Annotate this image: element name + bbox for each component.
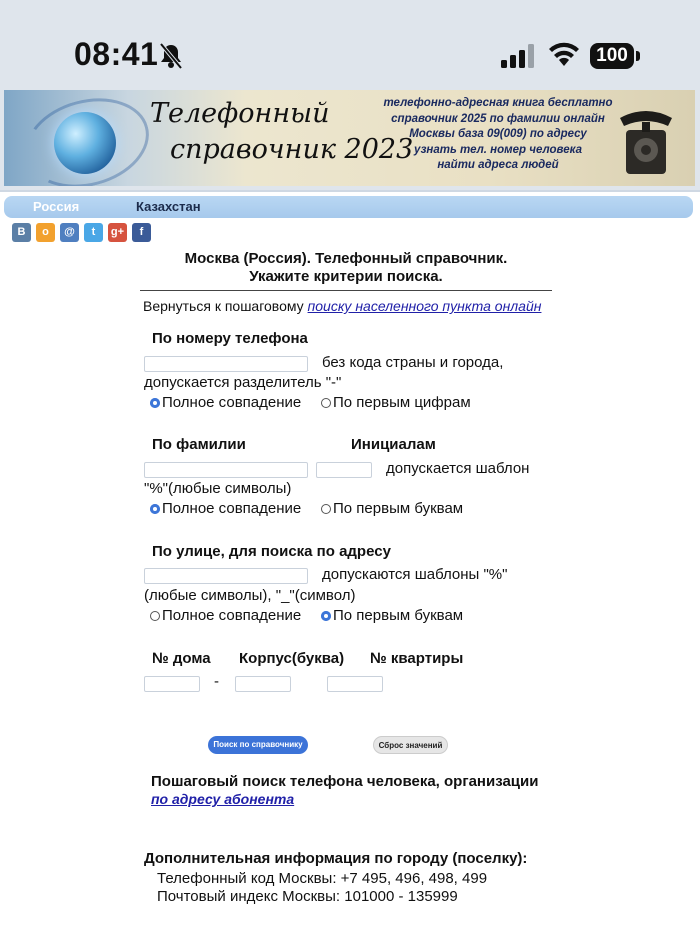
- street-radio-full[interactable]: Полное совпадение: [150, 607, 301, 624]
- street-hint-wildcards: (любые символы), "_"(символ): [144, 587, 356, 604]
- rotary-phone-icon: [616, 100, 676, 178]
- phone-radio-full[interactable]: Полное совпадение: [150, 394, 301, 411]
- address-search-link[interactable]: по адресу абонента: [151, 791, 295, 807]
- phone-hint-separator: допускается разделитель "-": [144, 374, 342, 391]
- bell-slash-icon: [158, 42, 184, 70]
- surname-radio-full[interactable]: Полное совпадение: [150, 500, 301, 517]
- street-hint: допускаются шаблоны "%": [322, 566, 508, 583]
- initials-label: Инициалам: [351, 436, 436, 453]
- radio-selected-icon: [321, 611, 331, 621]
- surname-hint-wildcard: "%"(любые символы): [144, 480, 292, 497]
- banner-description: телефонно-адресная книга бесплатно справочник 2025 по фамилии онлайн Москвы база 09(009) по адресу узнать тел. номер человека найти адреса людей: [383, 97, 613, 172]
- house-dash: -: [214, 673, 219, 690]
- apartment-label: № квартиры: [370, 650, 464, 667]
- surname-radio-first-letters[interactable]: По первым буквам: [321, 500, 463, 517]
- reset-button[interactable]: Сброс значений: [373, 736, 448, 754]
- phone-hint: без кода страны и города,: [322, 354, 504, 371]
- radio-selected-icon: [150, 504, 160, 514]
- additional-info-title: Дополнительная информация по городу (поселку):: [144, 850, 528, 867]
- surname-input[interactable]: [144, 462, 308, 478]
- globe-icon: [54, 112, 116, 174]
- twitter-share-icon[interactable]: t: [84, 223, 103, 242]
- stepwise-search-text: Пошаговый поиск телефона человека, организации: [151, 773, 539, 790]
- clock: 08:41: [74, 36, 159, 72]
- site-banner[interactable]: [4, 90, 695, 186]
- radio-unselected-icon: [321, 504, 331, 514]
- signal-icon: [501, 44, 537, 68]
- battery-tip: [636, 51, 640, 61]
- house-number-input[interactable]: [144, 676, 200, 692]
- street-radio-first-letters[interactable]: По первым буквам: [321, 607, 463, 624]
- building-label: Корпус(буква): [239, 650, 345, 667]
- vk-share-icon[interactable]: В: [12, 223, 31, 242]
- mail-share-icon[interactable]: @: [60, 223, 79, 242]
- battery-icon: 100: [590, 43, 634, 69]
- country-tabs: [4, 196, 693, 218]
- odnoklassniki-share-icon[interactable]: о: [36, 223, 55, 242]
- locality-search-link[interactable]: поиску населенного пункта онлайн: [307, 298, 542, 314]
- phone-code-info: Телефонный код Москвы: +7 495, 496, 498, 499: [157, 870, 488, 887]
- surname-search-label: По фамилии: [152, 436, 246, 453]
- building-input[interactable]: [235, 676, 291, 692]
- status-bar: [0, 0, 700, 88]
- surname-hint: допускается шаблон: [386, 460, 530, 477]
- radio-unselected-icon: [150, 611, 160, 621]
- street-search-label: По улице, для поиска по адресу: [152, 543, 391, 560]
- phone-radio-first-digits[interactable]: По первым цифрам: [321, 394, 471, 411]
- tab-kazakhstan[interactable]: Казахстан: [136, 199, 201, 214]
- page-title: Москва (Россия). Телефонный справочник. Укажите критерии поиска.: [184, 250, 508, 285]
- divider: [140, 290, 552, 291]
- tab-russia[interactable]: Россия: [33, 199, 80, 214]
- facebook-share-icon[interactable]: f: [132, 223, 151, 242]
- search-button[interactable]: Поиск по справочнику: [208, 736, 308, 754]
- wifi-icon: [548, 42, 580, 68]
- apartment-input[interactable]: [327, 676, 383, 692]
- radio-selected-icon: [150, 398, 160, 408]
- street-input[interactable]: [144, 568, 308, 584]
- house-number-label: № дома: [152, 650, 211, 667]
- radio-unselected-icon: [321, 398, 331, 408]
- initials-input[interactable]: [316, 462, 372, 478]
- phone-search-label: По номеру телефона: [152, 330, 308, 347]
- postal-code-info: Почтовый индекс Москвы: 101000 - 135999: [157, 888, 458, 905]
- google-plus-share-icon[interactable]: g+: [108, 223, 127, 242]
- back-line: Вернуться к пошаговому поиску населенного пункта онлайн: [143, 298, 542, 314]
- phone-input[interactable]: [144, 356, 308, 372]
- banner-title: Телефонный справочник 2023: [150, 98, 414, 165]
